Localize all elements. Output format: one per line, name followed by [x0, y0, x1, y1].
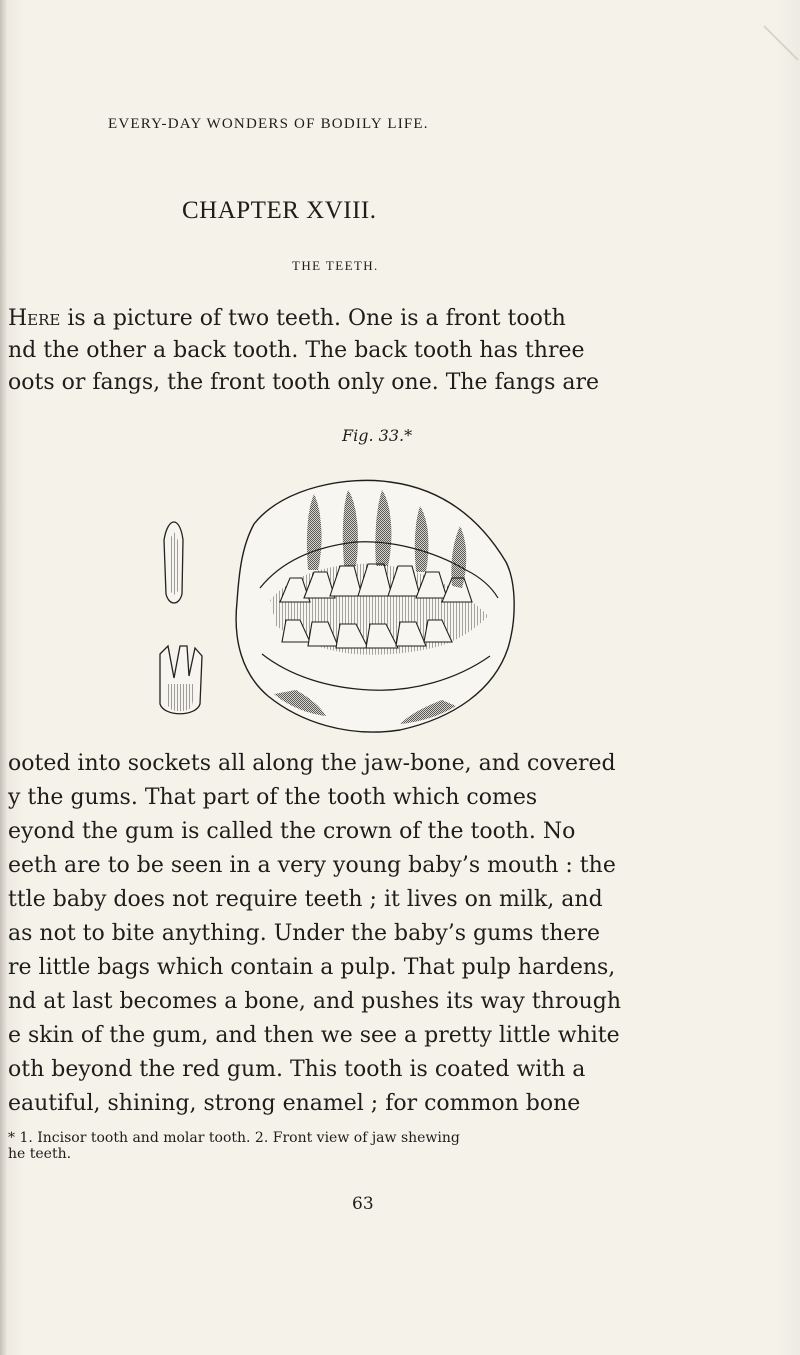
body-line: y the gums. That part of the tooth which comes	[8, 785, 538, 810]
incisor-tooth-icon	[164, 522, 183, 603]
figure-illustration	[138, 470, 528, 740]
running-head: EVERY-DAY WONDERS OF BODILY LIFE.	[108, 116, 429, 132]
lead-word: Here	[8, 306, 61, 331]
body-line: nd at last becomes a bone, and pushes its way through	[8, 989, 622, 1014]
body-line: ttle baby does not require teeth ; it lives on milk, and	[8, 887, 603, 912]
jaw-front-view	[236, 480, 514, 732]
page-number: 63	[352, 1194, 374, 1214]
body-line: eyond the gum is called the crown of the tooth. No	[8, 819, 576, 844]
paper-mark	[763, 25, 798, 60]
chapter-title: CHAPTER XVIII.	[182, 197, 377, 224]
body-line	[8, 307, 798, 331]
body-line: re little bags which contain a pulp. That pulp hardens,	[8, 955, 616, 980]
binding-edge	[0, 0, 8, 1355]
footnote-line: he teeth.	[8, 1146, 72, 1162]
body-line: eeth are to be seen in a very young baby’s mouth : the	[8, 853, 616, 878]
section-title: THE TEETH.	[292, 258, 379, 273]
body-line-text: is a picture of two teeth. One is a front tooth	[60, 306, 566, 331]
body-line: nd the other a back tooth. The back tooth has three	[8, 338, 585, 363]
body-line: ooted into sockets all along the jaw-bone, and covered	[8, 751, 616, 776]
body-line: oth beyond the red gum. This tooth is coated with a	[8, 1057, 586, 1082]
body-line: e skin of the gum, and then we see a pretty little white	[8, 1023, 620, 1048]
body-line: as not to bite anything. Under the baby’s gums there	[8, 921, 600, 946]
footnote-line: * 1. Incisor tooth and molar tooth. 2. Front view of jaw shewing	[8, 1130, 460, 1146]
body-line: oots or fangs, the front tooth only one. The fangs are	[8, 370, 600, 395]
body-line: eautiful, shining, strong enamel ; for common bone	[8, 1091, 581, 1116]
molar-tooth-icon	[160, 646, 202, 714]
figure-caption: Fig. 33.*	[342, 426, 413, 445]
